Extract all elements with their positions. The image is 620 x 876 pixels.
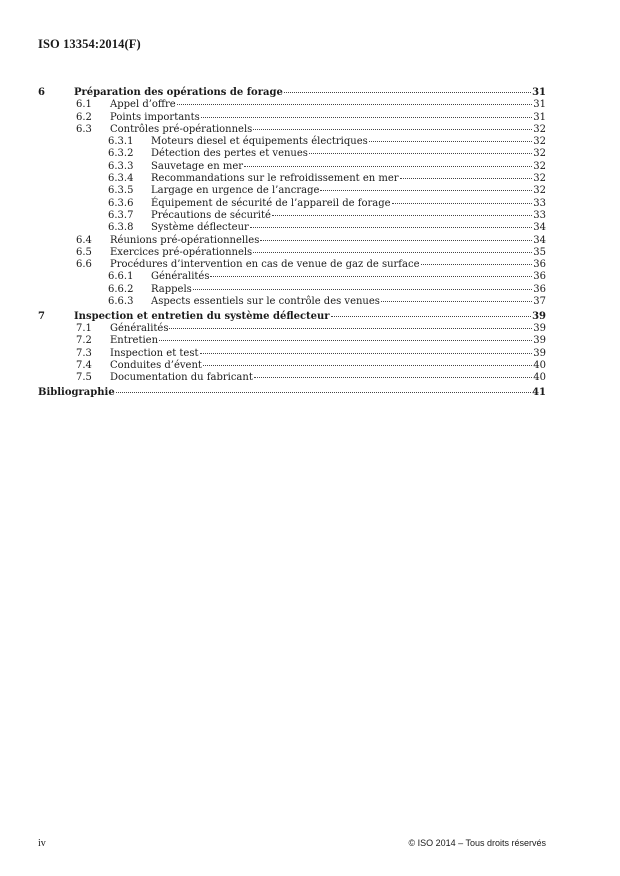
table-of-contents [38,87,546,399]
toc-entry-line [151,173,546,185]
toc-entry-line [110,335,546,347]
toc-entry-title: Réunions pré-opérationnelles [110,234,260,246]
toc-entry[interactable] [38,161,546,173]
toc-entry-number: 7.3 [76,347,92,359]
toc-entry-line [151,185,546,197]
toc-dot-leader [201,117,533,118]
toc-entry-number: 6.5 [76,246,92,258]
toc-entry-number: 6.3.1 [108,136,134,148]
toc-entry-title: Conduites d’évent [110,360,202,372]
toc-entry-number: 6.6.1 [108,271,134,283]
toc-entry[interactable] [38,247,546,259]
toc-entry-page: 39 [533,347,546,359]
toc-entry-page: 37 [533,296,546,308]
toc-entry-page: 41 [532,387,546,399]
toc-entry-number: 7.2 [76,335,92,347]
toc-entry-title: Contrôles pré-opérationnels [110,123,253,135]
toc-entry-page: 31 [533,99,546,111]
toc-entry-line [110,323,546,335]
toc-entry-line [110,372,546,384]
toc-dot-leader [116,392,531,393]
toc-entry-title: Points importants [110,111,200,123]
toc-entry-page: 32 [533,148,546,160]
toc-entry-page: 36 [533,271,546,283]
toc-entry-title: Inspection et test [110,347,199,359]
toc-entry-title: Exercices pré-opérationnels [110,246,253,258]
toc-entry-line [110,259,546,271]
toc-entry-page: 40 [533,360,546,372]
toc-entry[interactable] [38,87,546,99]
toc-dot-leader [272,215,532,216]
toc-entry-number: 6.3.3 [108,160,134,172]
toc-entry-page: 32 [533,123,546,135]
toc-entry-number: 6.3.6 [108,197,134,209]
toc-entry-line [38,387,546,399]
toc-dot-leader [253,252,532,253]
toc-entry[interactable] [38,235,546,247]
toc-entry-title: Détection des pertes et venues [151,148,308,160]
toc-entry-line [151,222,546,234]
toc-entry-number: 6.3.2 [108,148,134,160]
toc-entry-page: 32 [533,185,546,197]
toc-entry-page: 34 [533,234,546,246]
toc-entry-number: 6.6.2 [108,283,134,295]
toc-dot-leader [210,276,532,277]
toc-entry[interactable] [38,173,546,185]
toc-entry-title: Rappels [151,283,192,295]
toc-dot-leader [284,92,531,93]
toc-entry-line [74,87,546,99]
toc-entry-line [110,360,546,372]
toc-entry-line [74,311,546,323]
toc-entry[interactable] [38,222,546,234]
toc-entry-number: 6.3.8 [108,222,134,234]
toc-entry-title: Aspects essentiels sur le contrôle des venues [151,296,380,308]
document-header: ISO 13354:2014(F) [38,37,141,51]
toc-entry-number: 7.4 [76,360,92,372]
toc-entry-title: Recommandations sur le refroidissement en mer [151,173,399,185]
toc-dot-leader [260,240,532,241]
toc-entry[interactable] [38,296,546,308]
toc-dot-leader [169,328,532,329]
toc-entry[interactable] [38,284,546,296]
toc-entry-number: 6.4 [76,234,92,246]
toc-entry-title: Préparation des opérations de forage [74,87,283,98]
toc-entry-page: 31 [532,87,546,98]
toc-entry-page: 34 [533,222,546,234]
toc-entry-number: 6.3.7 [108,209,134,221]
toc-entry-page: 36 [533,259,546,271]
page-number: iv [38,838,46,849]
toc-entry-title: Largage en urgence de l’ancrage [151,185,320,197]
toc-entry-number: 6 [38,87,45,98]
toc-entry[interactable] [38,210,546,222]
toc-entry-line [151,136,546,148]
toc-entry[interactable] [38,387,546,399]
toc-dot-leader [309,153,532,154]
toc-entry-title: Système déflecteur [151,222,249,234]
toc-dot-leader [253,129,532,130]
toc-entry-number: 6.6.3 [108,296,134,308]
toc-entry-line [151,148,546,160]
toc-entry[interactable] [38,99,546,111]
toc-dot-leader [421,264,533,265]
toc-entry-page: 39 [533,323,546,335]
toc-entry-title: Documentation du fabricant [110,372,253,384]
toc-entry-line [151,210,546,222]
toc-entry[interactable] [38,148,546,160]
toc-entry[interactable] [38,136,546,148]
toc-entry-title: Appel d’offre [110,99,176,111]
toc-entry-line [151,161,546,173]
toc-entry[interactable] [38,311,546,323]
toc-dot-leader [331,316,532,317]
toc-entry-page: 33 [533,197,546,209]
toc-entry-title: Équipement de sécurité de l’appareil de forage [151,197,391,209]
toc-dot-leader [392,203,533,204]
toc-entry[interactable] [38,335,546,347]
toc-entry-title: Généralités [110,323,169,335]
toc-entry-page: 36 [533,283,546,295]
toc-entry-number: 7 [38,310,45,322]
toc-entry-title: Inspection et entretien du système déflecteur [74,310,330,322]
toc-entry[interactable] [38,271,546,283]
toc-entry-number: 6.3.4 [108,173,134,185]
toc-dot-leader [193,289,532,290]
toc-dot-leader [159,340,532,341]
toc-entry-number: 6.6 [76,259,92,271]
toc-entry[interactable] [38,323,546,335]
toc-entry[interactable] [38,348,546,360]
toc-entry-page: 33 [533,209,546,221]
toc-entry-line [110,124,546,136]
toc-dot-leader [400,178,533,179]
toc-entry-line [110,112,546,124]
toc-entry-title: Bibliographie [38,387,115,399]
toc-dot-leader [381,301,532,302]
toc-entry-number: 6.1 [76,99,92,111]
toc-entry[interactable] [38,112,546,124]
toc-entry-title: Procédures d’intervention en cas de venue de gaz de surface [110,259,420,271]
toc-entry-title: Sauvetage en mer [151,160,244,172]
toc-entry-title: Précautions de sécurité [151,209,271,221]
toc-entry-line [110,99,546,111]
toc-entry-line [151,271,546,283]
toc-dot-leader [200,353,533,354]
toc-entry-page: 32 [533,160,546,172]
toc-entry-line [151,198,546,210]
toc-dot-leader [320,190,532,191]
toc-entry-title: Généralités [151,271,210,283]
toc-dot-leader [250,227,532,228]
toc-entry-title: Moteurs diesel et équipements électriques [151,136,368,148]
toc-entry-page: 31 [533,111,546,123]
copyright-notice: © ISO 2014 – Tous droits réservés [408,838,546,848]
toc-dot-leader [203,365,532,366]
toc-entry-line [151,296,546,308]
toc-entry-line [110,247,546,259]
toc-entry[interactable] [38,124,546,136]
toc-dot-leader [177,104,533,105]
toc-entry-number: 6.3.5 [108,185,134,197]
toc-entry[interactable] [38,372,546,384]
toc-entry-page: 32 [533,173,546,185]
toc-entry[interactable] [38,259,546,271]
toc-entry-line [110,348,546,360]
toc-entry-line [151,284,546,296]
toc-entry-line [110,235,546,247]
toc-entry-page: 39 [533,335,546,347]
toc-entry-title: Entretien [110,335,159,347]
toc-entry-number: 6.2 [76,111,92,123]
toc-dot-leader [369,141,533,142]
toc-entry[interactable] [38,198,546,210]
toc-entry-number: 6.3 [76,123,92,135]
toc-dot-leader [254,377,532,378]
toc-entry[interactable] [38,360,546,372]
toc-dot-leader [244,166,532,167]
toc-entry-number: 7.1 [76,323,92,335]
toc-entry-page: 39 [532,310,546,322]
toc-entry-page: 32 [533,136,546,148]
toc-entry-number: 7.5 [76,372,92,384]
toc-entry-page: 35 [533,246,546,258]
toc-entry-page: 40 [533,372,546,384]
toc-entry[interactable] [38,185,546,197]
